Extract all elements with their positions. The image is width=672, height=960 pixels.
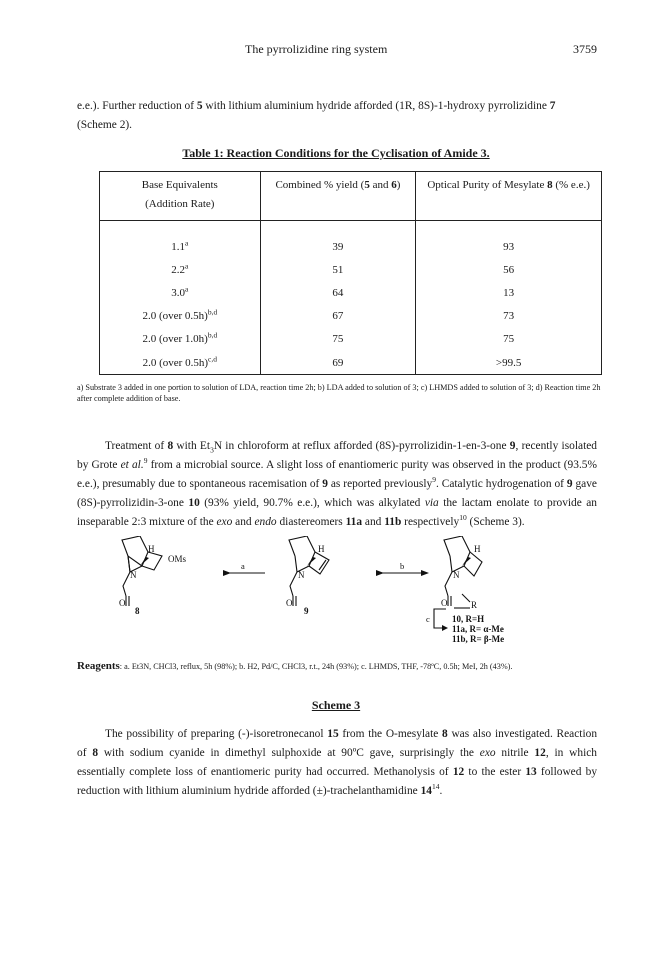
header-optical-purity <box>416 172 602 221</box>
citation: 14 <box>431 782 440 792</box>
text-span: to the ester <box>464 766 526 778</box>
cell-text: 2.0 (over 0.5h) <box>142 356 209 369</box>
compound-ref: 8 <box>442 728 448 740</box>
arrow-label: c <box>426 614 430 624</box>
atom-label: H <box>148 544 155 554</box>
table-row <box>100 281 602 304</box>
cell-yield: 39 <box>260 221 416 259</box>
cell-yield: 67 <box>260 305 416 328</box>
header-text: Base Equivalents <box>141 179 218 191</box>
compound-ref: 15 <box>327 728 339 740</box>
header-text: ) <box>396 179 401 191</box>
compound-ref: 12 <box>534 747 546 759</box>
compound-number: 9 <box>304 606 309 616</box>
italic-text: via <box>424 497 439 509</box>
text-span: with sodium cyanide in dimethyl sulphoxide at 90ºC gave, surprisingly the <box>98 747 480 759</box>
paragraph-1 <box>77 97 597 135</box>
text-span: from the O-mesylate <box>338 728 443 740</box>
cell-purity: 73 <box>416 305 602 328</box>
cell-base <box>100 328 261 351</box>
footnote-marker: a <box>185 284 189 294</box>
structure-8 <box>122 536 162 606</box>
header-text: (Addition Rate) <box>145 198 215 210</box>
legend-entry: 11a, R= α-Me <box>452 624 504 634</box>
table-row <box>100 258 602 281</box>
arrow-label: a <box>241 561 245 571</box>
legend-entry: 11b, R= β-Me <box>452 634 505 644</box>
text-span: the lactam enolate to provide an inseparable 2:3 mixture of the <box>77 497 598 528</box>
header-combined-yield <box>260 172 416 221</box>
cell-yield: 69 <box>260 351 416 375</box>
arrow-a-head <box>376 570 384 576</box>
footnote-marker: b,d <box>207 307 218 317</box>
paragraph-2 <box>77 437 597 532</box>
atom-label: O <box>286 598 293 608</box>
text-span: . <box>439 785 443 797</box>
compound-ref: 7 <box>549 100 556 112</box>
table-row <box>100 221 602 259</box>
text-span: Treatment of <box>105 440 168 452</box>
text-span: N in chloroform at reflux afforded (8S)-pyrrolizidin-1-en-3-one <box>213 440 510 452</box>
atom-label: O <box>441 598 448 608</box>
compound-ref: 5 <box>196 100 203 112</box>
compound-ref: 9 <box>509 440 516 452</box>
cell-text: 2.2 <box>171 263 186 276</box>
header-text: Combined % yield ( <box>275 179 365 191</box>
cell-yield: 64 <box>260 281 416 304</box>
cell-base <box>100 258 261 281</box>
citation: 9 <box>432 475 436 485</box>
paragraph-3 <box>77 725 597 801</box>
text-span: . Catalytic hydrogenation of <box>435 478 567 490</box>
italic-text: exo <box>216 516 233 528</box>
compound-ref: 9 <box>566 478 573 490</box>
atom-label: H <box>318 544 325 554</box>
cell-base <box>100 305 261 328</box>
cell-text: 1.1 <box>171 240 186 253</box>
citation: 10 <box>459 513 467 523</box>
atom-label: H <box>474 544 481 554</box>
header-base-equivalents <box>100 172 261 221</box>
table-row <box>100 305 602 328</box>
text-span: The possibility of preparing (-)-isoretronecanol <box>105 728 328 740</box>
atom-label: OMs <box>168 554 187 564</box>
text-span: and <box>232 516 255 528</box>
footnote-marker: b,d <box>207 330 218 340</box>
compound-ref: 5 <box>364 179 370 191</box>
cell-purity: >99.5 <box>416 351 602 375</box>
table-row <box>100 351 602 375</box>
atom-label: N <box>453 570 460 580</box>
text-span: with Et <box>173 440 211 452</box>
compound-ref: 12 <box>452 766 465 778</box>
page-number: 3759 <box>573 42 597 56</box>
italic-text: et al. <box>120 459 144 471</box>
text-span: with lithium aluminium hydride afforded (1R, 8S)-1-hydroxy pyrrolizidine <box>202 100 550 112</box>
bracket-c <box>434 609 446 628</box>
compound-ref: 8 <box>92 747 99 759</box>
table-row <box>100 328 602 351</box>
compound-ref: 9 <box>322 478 328 490</box>
citation: 9 <box>143 456 148 466</box>
legend-entry: 10, R=H <box>452 614 485 624</box>
compound-ref: 8 <box>167 440 174 452</box>
header-text: and <box>369 179 392 191</box>
compound-ref: 14 <box>420 785 432 797</box>
reagents-text: : a. Et3N, CHCl3, reflux, 5h (98%); b. H2, Pd/C, CHCl3, r.t., 24h (93%); c. LHMDS, THF, -78ºC, 0.5h; MeI, 2h (43%). <box>119 662 513 671</box>
cell-base <box>100 351 261 375</box>
compound-ref: 6 <box>391 179 397 191</box>
arrow-label: b <box>400 561 405 571</box>
header-text: (% e.e.) <box>552 179 590 191</box>
table-footnote: a) Substrate 3 added in one portion to solution of LDA, reaction time 2h; b) LDA added to solution of 3; c) LHMDS added to solution of 3; d) Reaction time 2h after complete addition of base. <box>77 383 601 403</box>
cell-yield: 51 <box>260 258 416 281</box>
text-span: nitrile <box>495 747 535 759</box>
footnote-marker: c,d <box>208 353 217 363</box>
compound-ref: 11b <box>384 516 402 528</box>
text-span: (Scheme 2). <box>77 119 133 131</box>
table-header-row <box>100 172 602 221</box>
arrow-b-head <box>421 570 429 576</box>
reaction-conditions-table <box>99 171 602 375</box>
footnote-marker: a <box>185 261 189 271</box>
cell-text: 3.0 <box>171 286 186 299</box>
scheme-3-diagram <box>110 536 560 646</box>
cell-purity: 75 <box>416 328 602 351</box>
subscript: 3 <box>210 445 214 455</box>
atom-label: N <box>130 570 137 580</box>
compound-ref: 13 <box>525 766 537 778</box>
compound-number: 8 <box>135 606 140 616</box>
atom-label: N <box>298 570 305 580</box>
italic-text: endo <box>254 516 277 528</box>
compound-ref: 11a <box>345 516 363 528</box>
text-span: (93% yield, 90.7% e.e.), which was alkylated <box>199 497 425 509</box>
text-span: as reported previously <box>327 478 433 490</box>
atom-label: R <box>471 600 478 610</box>
text-span: gave (8S)-pyrrolizidin-3-one <box>77 478 597 509</box>
text-span: , recently isolated by Grote <box>77 440 597 471</box>
running-title: The pyrrolizidine ring system <box>245 42 388 56</box>
compound-ref: 8 <box>547 179 553 191</box>
atom-label: O <box>119 598 126 608</box>
text-span: respectively <box>401 516 460 528</box>
compound-ref: 10 <box>188 497 200 509</box>
cell-purity: 56 <box>416 258 602 281</box>
table-caption: Table 1: Reaction Conditions for the Cyclisation of Amide 3. <box>182 146 490 160</box>
text-span: from a microbial source. A slight loss of enantiomeric purity was observed in the product (93.5% e.e.), presumably due to spontaneous racemisation of <box>77 459 597 490</box>
cell-text: 2.0 (over 1.0h) <box>142 333 208 346</box>
cell-text: 2.0 (over 0.5h) <box>142 310 208 323</box>
cell-base <box>100 221 261 259</box>
text-span: followed by reduction with lithium aluminium hydride afforded (±)-trachelanthamidine <box>77 766 598 797</box>
text-span: (Scheme 3). <box>466 516 525 528</box>
cell-yield: 75 <box>260 328 416 351</box>
reagents-label: Reagents <box>77 660 120 672</box>
text-span: , in which essentially complete loss of enantiomeric purity had occurred. Methanolysis of <box>77 747 597 778</box>
cell-purity: 93 <box>416 221 602 259</box>
cell-purity: 13 <box>416 281 602 304</box>
text-span: and <box>362 516 385 528</box>
scheme-reagents <box>77 657 597 676</box>
cell-base <box>100 281 261 304</box>
footnote-marker: a <box>185 237 189 247</box>
text-span: diastereomers <box>276 516 346 528</box>
text-span: e.e.). Further reduction of <box>77 100 197 112</box>
scheme-caption: Scheme 3 <box>311 698 361 712</box>
header-text: Optical Purity of Mesylate <box>427 179 548 191</box>
italic-text: exo <box>479 747 496 759</box>
text-span: was also investigated. Reaction of <box>77 728 598 759</box>
